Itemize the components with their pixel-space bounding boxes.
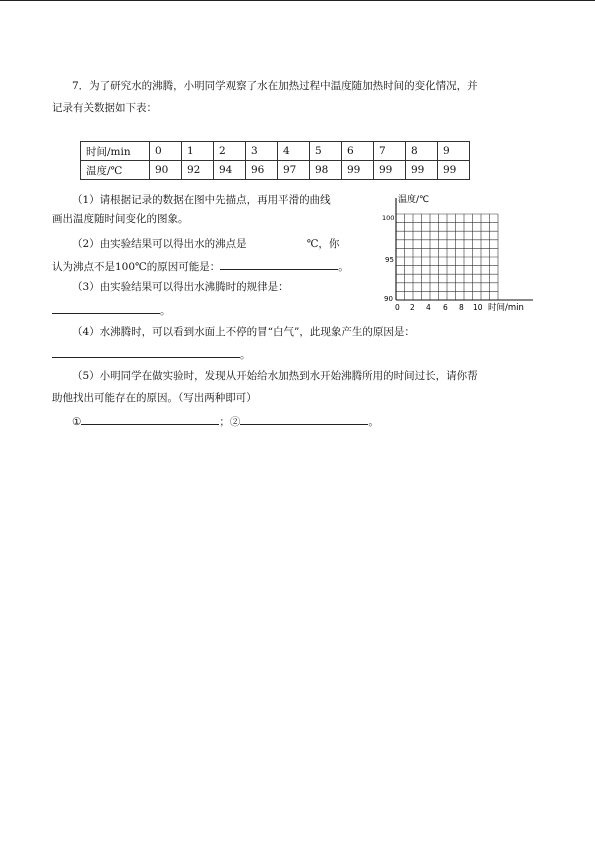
graph-x-tick: 8 (459, 303, 464, 312)
part5-line2: 助他找出可能存在的原因。（写出两种即可） (52, 392, 257, 404)
table-cell: 96 (246, 161, 278, 180)
graph-y-tick: 95 (385, 256, 394, 264)
graph-x-tick: 0 (395, 303, 400, 312)
part5-answer-line (72, 413, 379, 429)
graph-x-tick: 4 (426, 303, 431, 312)
table-cell: 4 (278, 142, 310, 161)
table-cell: 0 (150, 142, 182, 161)
part1-line2: 画出温度随时间变化的图象。 (52, 213, 189, 225)
table-cell: 99 (406, 161, 438, 180)
graph-grid (396, 198, 533, 300)
part4-line1: （4）水沸腾时，可以看到水面上不停的冒“白气”，此现象产生的原因是： (72, 326, 415, 338)
part1-line1: （1）请根据记录的数据在图中先描点，再用平滑的曲线 (72, 194, 331, 206)
part3-line1: （3）由实验结果可以得出水沸腾时的规律是： (72, 281, 289, 293)
temperature-time-graph (378, 192, 538, 314)
table-cell: 3 (246, 142, 278, 161)
table-cell: 9 (438, 142, 470, 161)
table-cell: 98 (310, 161, 342, 180)
table-cell: 6 (342, 142, 374, 161)
part2-text-a: （2）由实验结果可以得出水的沸点是 (72, 238, 247, 250)
answer-separator: ；② (219, 416, 241, 428)
table-header-temp: 温度/℃ (81, 161, 150, 180)
question-intro-line2: 记录有关数据如下表： (52, 102, 157, 114)
part2-text-b: ℃，你 (306, 238, 340, 250)
part2-line2 (52, 258, 349, 274)
table-header-time: 时间/min (81, 142, 150, 161)
part2-text-c: 认为沸点不是100℃的原因可能是： (52, 261, 221, 273)
table-cell: 5 (310, 142, 342, 161)
table-cell: 99 (342, 161, 374, 180)
answer-marker-1: ① (72, 416, 82, 428)
part5-line1: （5）小明同学在做实验时，发现从开始给水加热到水开始沸腾所用的时间过长，请你帮 (72, 370, 478, 382)
table-cell: 8 (406, 142, 438, 161)
graph-x-tick: 10 (473, 303, 483, 312)
reason2-blank[interactable] (240, 413, 368, 425)
table-row-temp (81, 161, 470, 180)
table-cell: 7 (374, 142, 406, 161)
table-cell: 2 (214, 142, 246, 161)
page-top-rule (0, 0, 595, 1)
part3-end: 。 (160, 305, 171, 317)
table-row-time (81, 142, 470, 161)
table-cell: 90 (150, 161, 182, 180)
rule-blank[interactable] (52, 302, 160, 314)
part3-line2 (52, 302, 171, 318)
white-gas-blank[interactable] (52, 346, 240, 358)
graph-y-title: 温度/℃ (398, 195, 430, 205)
part2-text-d: 。 (338, 261, 349, 273)
graph-x-tick: 6 (443, 303, 448, 312)
table-cell: 99 (438, 161, 470, 180)
reason1-blank[interactable] (81, 413, 219, 425)
part2-line1 (72, 235, 339, 251)
reason-blank[interactable] (220, 258, 338, 270)
table-cell: 99 (374, 161, 406, 180)
graph-x-title: 时间/min (488, 303, 524, 313)
table-cell: 97 (278, 161, 310, 180)
graph-y-tick: 90 (384, 295, 393, 303)
answer-end: 。 (368, 416, 379, 428)
graph-x-tick: 2 (410, 303, 415, 312)
question-intro-line1: 7．为了研究水的沸腾，小明同学观察了水在加热过程中温度随加热时间的变化情况，并 (72, 80, 478, 92)
table-cell: 94 (214, 161, 246, 180)
part4-end: 。 (240, 349, 251, 361)
table-cell: 92 (182, 161, 214, 180)
part4-line2 (52, 346, 251, 362)
data-table (80, 141, 470, 180)
graph-y-tick: 100 (382, 214, 395, 222)
boiling-point-blank[interactable] (247, 235, 307, 247)
table-cell: 1 (182, 142, 214, 161)
